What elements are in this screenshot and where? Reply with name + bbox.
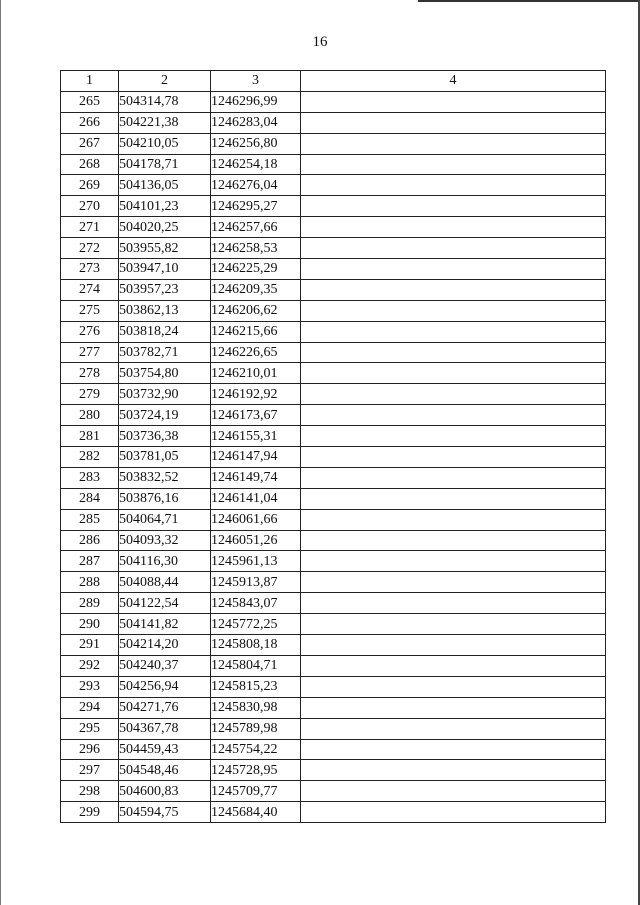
x-coordinate-cell: 504141,82 <box>119 614 211 635</box>
table-row <box>61 509 606 530</box>
x-coordinate-cell: 504064,71 <box>119 509 211 530</box>
note-cell <box>301 572 606 593</box>
scan-edge-left <box>0 0 1 905</box>
note-cell <box>301 133 606 154</box>
y-coordinate-cell: 1246254,18 <box>211 154 301 175</box>
table-row <box>61 530 606 551</box>
x-coordinate-cell: 504088,44 <box>119 572 211 593</box>
point-number-cell: 267 <box>61 133 119 154</box>
x-coordinate-cell: 504221,38 <box>119 112 211 133</box>
point-number-cell: 276 <box>61 321 119 342</box>
table-row <box>61 781 606 802</box>
note-cell <box>301 405 606 426</box>
point-number-cell: 266 <box>61 112 119 133</box>
table-row <box>61 676 606 697</box>
x-coordinate-cell: 504210,05 <box>119 133 211 154</box>
y-coordinate-cell: 1246061,66 <box>211 509 301 530</box>
table-row <box>61 133 606 154</box>
x-coordinate-cell: 503736,38 <box>119 426 211 447</box>
note-cell <box>301 467 606 488</box>
note-cell <box>301 154 606 175</box>
x-coordinate-cell: 503947,10 <box>119 259 211 280</box>
y-coordinate-cell: 1246225,29 <box>211 259 301 280</box>
y-coordinate-cell: 1246192,92 <box>211 384 301 405</box>
y-coordinate-cell: 1246206,62 <box>211 300 301 321</box>
y-coordinate-cell: 1246226,65 <box>211 342 301 363</box>
table-row <box>61 593 606 614</box>
note-cell <box>301 739 606 760</box>
note-cell <box>301 718 606 739</box>
point-number-cell: 279 <box>61 384 119 405</box>
x-coordinate-cell: 504122,54 <box>119 593 211 614</box>
note-cell <box>301 614 606 635</box>
point-number-cell: 286 <box>61 530 119 551</box>
y-coordinate-cell: 1246141,04 <box>211 488 301 509</box>
note-cell <box>301 551 606 572</box>
table-row <box>61 697 606 718</box>
note-cell <box>301 697 606 718</box>
point-number-cell: 277 <box>61 342 119 363</box>
table-body <box>61 91 606 822</box>
note-cell <box>301 781 606 802</box>
note-cell <box>301 196 606 217</box>
y-coordinate-cell: 1246173,67 <box>211 405 301 426</box>
scan-line-top <box>418 0 640 2</box>
table-row <box>61 760 606 781</box>
x-coordinate-cell: 504314,78 <box>119 91 211 112</box>
x-coordinate-cell: 504178,71 <box>119 154 211 175</box>
table-row <box>61 718 606 739</box>
x-coordinate-cell: 504101,23 <box>119 196 211 217</box>
x-coordinate-cell: 503955,82 <box>119 238 211 259</box>
x-coordinate-cell: 503781,05 <box>119 447 211 468</box>
point-number-cell: 271 <box>61 217 119 238</box>
note-cell <box>301 447 606 468</box>
point-number-cell: 287 <box>61 551 119 572</box>
table-row <box>61 467 606 488</box>
table-row <box>61 426 606 447</box>
y-coordinate-cell: 1246051,26 <box>211 530 301 551</box>
point-number-cell: 282 <box>61 447 119 468</box>
y-coordinate-cell: 1245843,07 <box>211 593 301 614</box>
table-row <box>61 217 606 238</box>
x-coordinate-cell: 504116,30 <box>119 551 211 572</box>
x-coordinate-cell: 504256,94 <box>119 676 211 697</box>
x-coordinate-cell: 503832,52 <box>119 467 211 488</box>
table-row <box>61 279 606 300</box>
note-cell <box>301 300 606 321</box>
x-coordinate-cell: 504271,76 <box>119 697 211 718</box>
point-number-cell: 269 <box>61 175 119 196</box>
y-coordinate-cell: 1245754,22 <box>211 739 301 760</box>
x-coordinate-cell: 503862,13 <box>119 300 211 321</box>
y-coordinate-cell: 1246147,94 <box>211 447 301 468</box>
table-row <box>61 739 606 760</box>
table-row <box>61 300 606 321</box>
y-coordinate-cell: 1245772,25 <box>211 614 301 635</box>
x-coordinate-cell: 503957,23 <box>119 279 211 300</box>
table-row <box>61 802 606 823</box>
table-row <box>61 405 606 426</box>
y-coordinate-cell: 1245961,13 <box>211 551 301 572</box>
x-coordinate-cell: 504240,37 <box>119 655 211 676</box>
point-number-cell: 294 <box>61 697 119 718</box>
table-row <box>61 363 606 384</box>
point-number-cell: 281 <box>61 426 119 447</box>
x-coordinate-cell: 503724,19 <box>119 405 211 426</box>
coordinates-table <box>60 70 606 823</box>
column-header-1: 1 <box>61 71 119 92</box>
x-coordinate-cell: 504600,83 <box>119 781 211 802</box>
x-coordinate-cell: 504459,43 <box>119 739 211 760</box>
note-cell <box>301 112 606 133</box>
y-coordinate-cell: 1245808,18 <box>211 635 301 656</box>
table-row <box>61 342 606 363</box>
column-header-2: 2 <box>119 71 211 92</box>
y-coordinate-cell: 1246258,53 <box>211 238 301 259</box>
point-number-cell: 292 <box>61 655 119 676</box>
table-row <box>61 321 606 342</box>
point-number-cell: 293 <box>61 676 119 697</box>
table-row <box>61 196 606 217</box>
note-cell <box>301 217 606 238</box>
x-coordinate-cell: 503754,80 <box>119 363 211 384</box>
column-header-3: 3 <box>211 71 301 92</box>
note-cell <box>301 509 606 530</box>
y-coordinate-cell: 1245804,71 <box>211 655 301 676</box>
point-number-cell: 295 <box>61 718 119 739</box>
note-cell <box>301 175 606 196</box>
y-coordinate-cell: 1245815,23 <box>211 676 301 697</box>
table-row <box>61 259 606 280</box>
point-number-cell: 283 <box>61 467 119 488</box>
table-row <box>61 551 606 572</box>
table-header-row <box>61 71 606 92</box>
note-cell <box>301 321 606 342</box>
table-row <box>61 635 606 656</box>
y-coordinate-cell: 1245709,77 <box>211 781 301 802</box>
point-number-cell: 270 <box>61 196 119 217</box>
y-coordinate-cell: 1245728,95 <box>211 760 301 781</box>
point-number-cell: 273 <box>61 259 119 280</box>
column-header-4: 4 <box>301 71 606 92</box>
table-row <box>61 175 606 196</box>
y-coordinate-cell: 1246210,01 <box>211 363 301 384</box>
point-number-cell: 288 <box>61 572 119 593</box>
note-cell <box>301 530 606 551</box>
point-number-cell: 284 <box>61 488 119 509</box>
note-cell <box>301 259 606 280</box>
table-row <box>61 488 606 509</box>
point-number-cell: 298 <box>61 781 119 802</box>
note-cell <box>301 279 606 300</box>
table-row <box>61 655 606 676</box>
point-number-cell: 278 <box>61 363 119 384</box>
note-cell <box>301 676 606 697</box>
note-cell <box>301 91 606 112</box>
y-coordinate-cell: 1246296,99 <box>211 91 301 112</box>
x-coordinate-cell: 504548,46 <box>119 760 211 781</box>
note-cell <box>301 802 606 823</box>
x-coordinate-cell: 503818,24 <box>119 321 211 342</box>
table-row <box>61 154 606 175</box>
point-number-cell: 299 <box>61 802 119 823</box>
table-row <box>61 112 606 133</box>
y-coordinate-cell: 1246256,80 <box>211 133 301 154</box>
y-coordinate-cell: 1246209,35 <box>211 279 301 300</box>
x-coordinate-cell: 504214,20 <box>119 635 211 656</box>
y-coordinate-cell: 1246283,04 <box>211 112 301 133</box>
table-row <box>61 384 606 405</box>
note-cell <box>301 760 606 781</box>
y-coordinate-cell: 1246257,66 <box>211 217 301 238</box>
x-coordinate-cell: 504020,25 <box>119 217 211 238</box>
point-number-cell: 285 <box>61 509 119 530</box>
point-number-cell: 272 <box>61 238 119 259</box>
y-coordinate-cell: 1246295,27 <box>211 196 301 217</box>
table-row <box>61 91 606 112</box>
y-coordinate-cell: 1246149,74 <box>211 467 301 488</box>
note-cell <box>301 426 606 447</box>
x-coordinate-cell: 503876,16 <box>119 488 211 509</box>
note-cell <box>301 635 606 656</box>
point-number-cell: 275 <box>61 300 119 321</box>
note-cell <box>301 342 606 363</box>
point-number-cell: 280 <box>61 405 119 426</box>
note-cell <box>301 238 606 259</box>
y-coordinate-cell: 1245913,87 <box>211 572 301 593</box>
y-coordinate-cell: 1245789,98 <box>211 718 301 739</box>
table-row <box>61 572 606 593</box>
point-number-cell: 291 <box>61 635 119 656</box>
point-number-cell: 297 <box>61 760 119 781</box>
note-cell <box>301 363 606 384</box>
page-number: 16 <box>312 34 328 50</box>
x-coordinate-cell: 503732,90 <box>119 384 211 405</box>
point-number-cell: 296 <box>61 739 119 760</box>
x-coordinate-cell: 504367,78 <box>119 718 211 739</box>
table-row <box>61 238 606 259</box>
point-number-cell: 289 <box>61 593 119 614</box>
y-coordinate-cell: 1246155,31 <box>211 426 301 447</box>
point-number-cell: 265 <box>61 91 119 112</box>
point-number-cell: 274 <box>61 279 119 300</box>
note-cell <box>301 384 606 405</box>
y-coordinate-cell: 1245684,40 <box>211 802 301 823</box>
y-coordinate-cell: 1246276,04 <box>211 175 301 196</box>
x-coordinate-cell: 503782,71 <box>119 342 211 363</box>
table-row <box>61 614 606 635</box>
x-coordinate-cell: 504594,75 <box>119 802 211 823</box>
y-coordinate-cell: 1245830,98 <box>211 697 301 718</box>
point-number-cell: 268 <box>61 154 119 175</box>
table-row <box>61 447 606 468</box>
y-coordinate-cell: 1246215,66 <box>211 321 301 342</box>
note-cell <box>301 488 606 509</box>
point-number-cell: 290 <box>61 614 119 635</box>
note-cell <box>301 655 606 676</box>
x-coordinate-cell: 504136,05 <box>119 175 211 196</box>
x-coordinate-cell: 504093,32 <box>119 530 211 551</box>
note-cell <box>301 593 606 614</box>
